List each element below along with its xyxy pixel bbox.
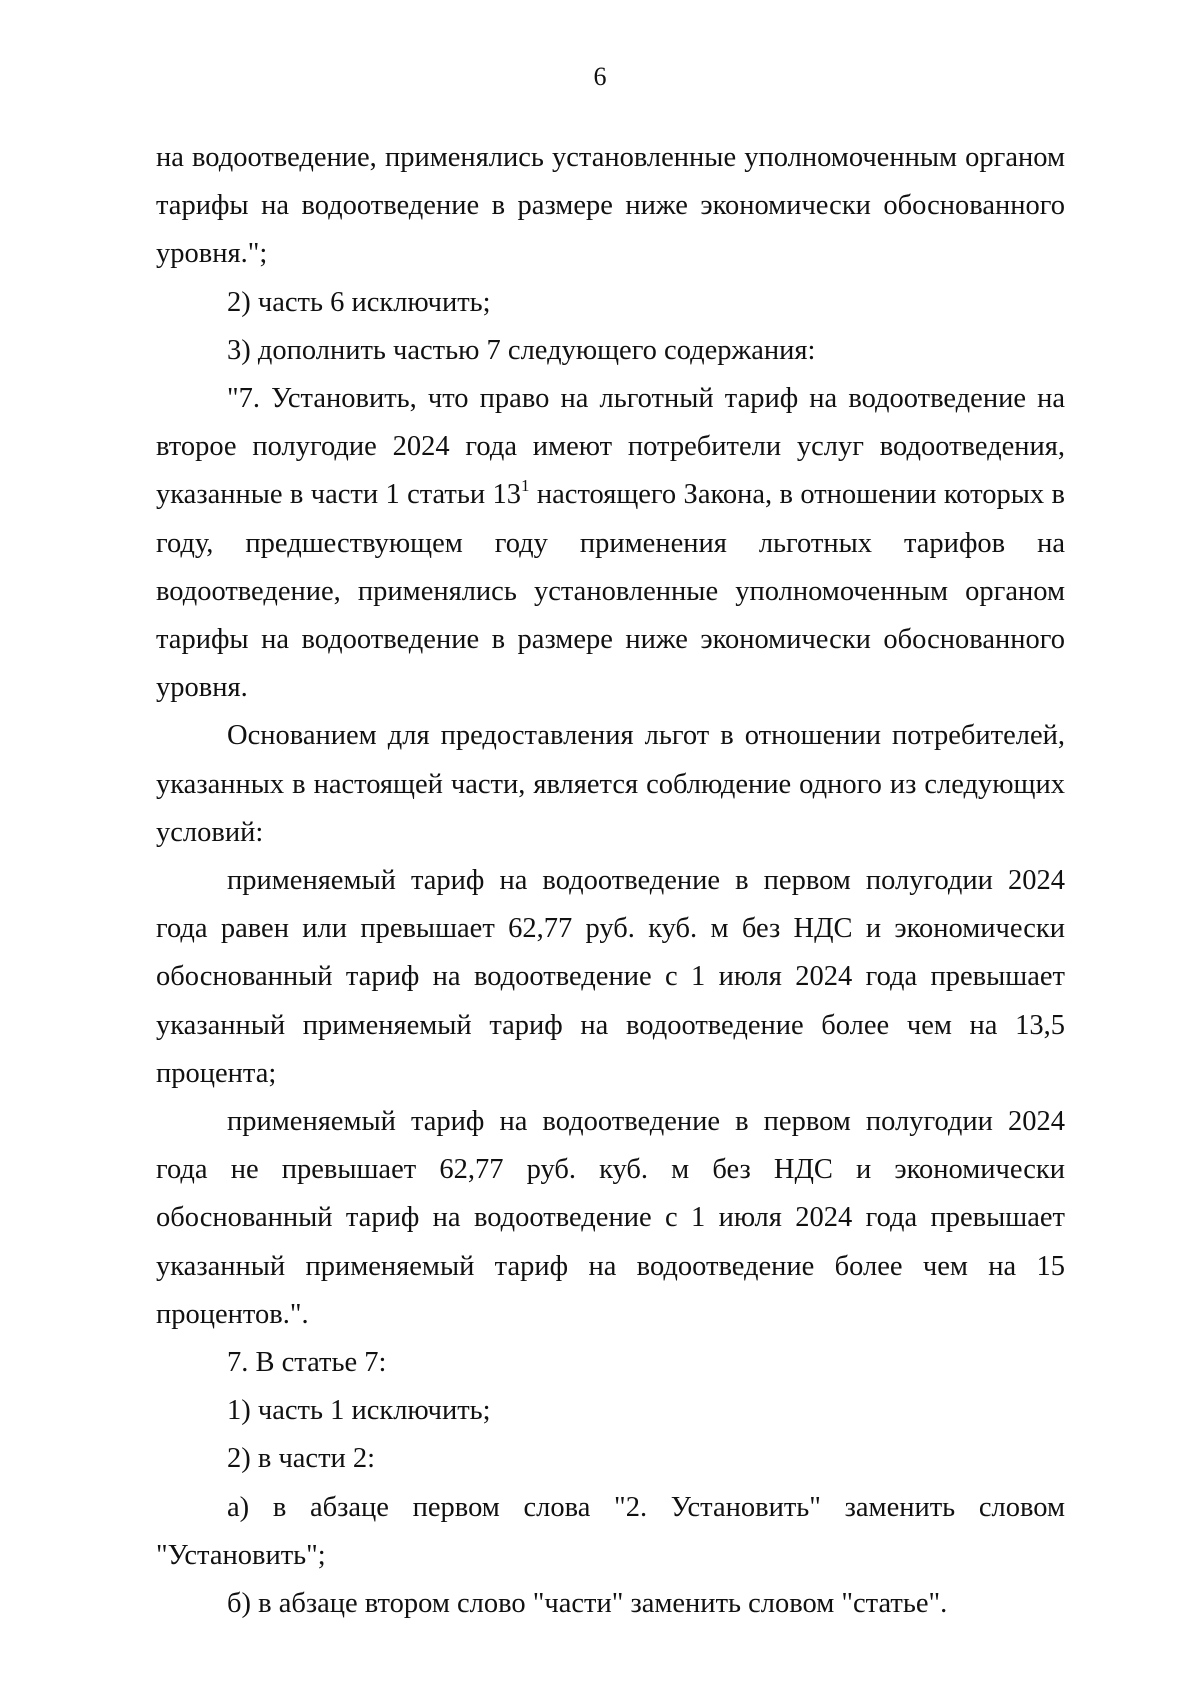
paragraph-grounds: Основанием для предоставления льгот в отношении потребителей, указанных в настоящей части, является соблюдение одного из следующих условий: — [156, 720, 1065, 848]
paragraph-article-7: 7. В статье 7: — [227, 1347, 387, 1379]
paragraph-item-3: 3) дополнить частью 7 следующего содержания: — [227, 334, 816, 366]
paragraph-item-2: 2) часть 6 исключить; — [227, 286, 491, 318]
part-7-text-start: "7. Установить, что право на льготный тариф на водоотведение на второе полугодие 2024 года имеют потребители услуг водоотведения, указанные в части 1 статьи 13 — [156, 383, 1065, 511]
paragraph-continuation: на водоотведение, применялись установленные уполномоченным органом тарифы на водоотведение в размере ниже экономически обоснованного уровня."; — [156, 142, 1065, 270]
paragraph-article-7-item-2: 2) в части 2: — [227, 1443, 376, 1475]
document-body — [156, 134, 1065, 1628]
paragraph-condition-2: применяемый тариф на водоотведение в первом полугодии 2024 года не превышает 62,77 руб. куб. м без НДС и экономически обоснованный тариф на водоотведение с 1 июля 2024 года превышает указанный применяемый тариф на водоотведение более чем на 15 процентов.". — [156, 1106, 1065, 1330]
part-7-text-end: настоящего Закона, в отношении которых в году, предшествующем году применения льготных тарифов на водоотведение, применялись установленные уполномоченным органом тарифы на водоотведение в размере ниже экономически обоснованного уровня. — [156, 479, 1065, 704]
paragraph-part-7 — [156, 375, 1065, 712]
article-superscript: 1 — [521, 475, 530, 495]
paragraph-condition-1: применяемый тариф на водоотведение в первом полугодии 2024 года равен или превышает 62,77 руб. куб. м без НДС и экономически обоснованный тариф на водоотведение с 1 июля 2024 года превышает указанный применяемый тариф на водоотведение более чем на 13,5 процента; — [156, 865, 1065, 1089]
paragraph-subitem-a: а) в абзаце первом слова "2. Установить" заменить словом "Установить"; — [156, 1491, 1065, 1571]
paragraph-article-7-item-1: 1) часть 1 исключить; — [227, 1395, 491, 1427]
paragraph-subitem-b: б) в абзаце втором слово "части" заменить словом "статье". — [227, 1588, 948, 1620]
page-number: 6 — [593, 62, 607, 91]
